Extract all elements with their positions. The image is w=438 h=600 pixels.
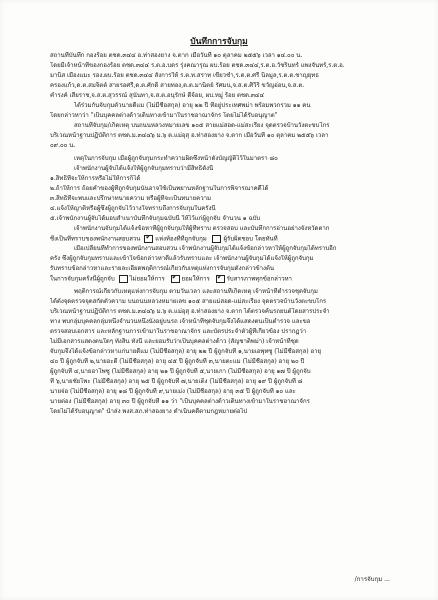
text-line: เหตุในการจับกุม เมื่อผู้ถูกจับกุมกระทำความผิดซึ่งหน้าดังบัญญัติไว้ในมาตรา ๘๐ [74,155,278,162]
text-line [50,275,400,284]
text-line: ตรวจสอบเอกสาร และหลักฐานการเข้ามาในราชอาณาจักร และบัตรประจำตัวผู้ที่เกี่ยวข้อง ปรากฏว่า [50,328,307,335]
text-line: เมื่อเปลี่ยนที่ทำการของพนักงานสอบสวน เจ้าพนักงานผู้จับกุมได้แจ้งข้อกล่าวหาให้ผู้ถูกจับกุมได้ทราบอีก [74,245,337,252]
checkbox-label: แห่งท้องที่ที่ถูกจับกุม [155,235,207,243]
text-line: เจ้าพนักงานจับกุมได้แจ้งข้อหาที่ผู้ถูกจับกุมให้ผู้ที่ทราบ ตรวจสอบ และบันทึกการอ่านอย่างจังหวัดตาก [74,225,330,232]
text-segment: ซึ่งเป็นที่ทราบของพนักงานสอบสวน [50,235,141,243]
text-line: ได้ตั้งจุดตรวจจุดสกัดตัวความ บนถนนหลวงหมายเลข ๑๐๕ สายแม่สอด-แม่สะเรียง จุดตรวจบ้านวังตะขบโกร [50,298,327,305]
text-line: ๓.สิทธิที่จะพบและปรึกษาทนายความ หรือผู้ที่จะเป็นทนายความ [50,195,211,202]
checkbox-checked [144,235,153,243]
text-line: โดยไม่ได้รับอนุญาต" นำส่ง พงส.สภ.ท่าสองยาง ดำเนินคดีตามกฎหมายต่อไป [50,408,248,415]
checkbox [212,235,221,243]
document-title: บันทึกการจับกุม [190,37,248,47]
text-line: ผู้ถูกจับที่ ๔,นายอาโพซู (ไม่มีชื่อสกุล) อายุ ๒๑ ปี ผู้ถูกจับที่ ๕,นายเกา (ไม่มีชื่อสกุล) อายุ ๑๗ ปี ผู้ถูกจับ [50,368,311,375]
page-continuation: /การจับกุม ... [354,576,390,583]
text-line: นายจ่อ (ไม่มีชื่อสกุล) อายุ ๑๘ ปี ผู้ถูกจับที่ ๙,นายเม่ง (ไม่มีชื่อสกุล) อายุ ๓๕ ปี ผู้ถูกจับที่ ๑๐ และ [50,388,296,395]
text-line: ครองแก้ว,ด.ต.สมจิตต์ สายรอศรี,ด.ต.ศักดิ์ สายทอง,ด.ต.มานิตย์ รัศมน,จ.ส.ต.ศิวิริ ขวัญอ่อน,จ.ส.ต. [50,82,305,89]
text-line: พฤติการณ์เกี่ยวกับเหตุแห่งการจับกุม ตามวันเวลา และสถานที่เกิดเหตุ เจ้าหน้าที่ตำรวจชุดจับกุม [74,288,318,295]
text-line: รับทราบข้อกล่าวหาและรายละเอียดพฤติการณ์เกี่ยวกับเหตุแห่งการจับกุมดังกล่าวข้างต้น [50,265,274,272]
text-line: สถานที่บันทึก กองร้อย ตชด.๓๔๔ อ.ท่าสองยาง จ.ตาก เมื่อวันที่ ๑๐ ตุลาคม ๒๕๕๖ เวลา ๑๔.๐๐ น. [50,52,303,59]
text-line: ๔.แจ้งให้ญาติหรือผู้ซึ่งผู้ถูกจับไว้วางใจทราบถึงการจับกุมในครั้งนี้ [50,205,216,212]
text-line: ครั้ง ซึ่งผู้ถูกจับกุมทราบและเข้าใจข้อกล่าวหาดีแล้วรับทราบและ เจ้าพนักงานผู้จับกุมได้แจ้งให้ผู้ถูกจับกุม [50,255,314,262]
text-line: โดยมีเจ้าหน้าที่ของกองร้อย ตชด.๓๔๔ ร.ต.อ.บดร รุ่งคณารุณ ผบ.ร้อย ตชด.๓๔๔,ร.ต.อ.วัชรินทร์ แพงจันทร์,ร.ต.อ. [50,62,345,69]
checkbox [119,275,128,283]
checkbox-checked [216,275,225,283]
text-line: ที่ ๖,นายชัยโพะ (ไม่มีชื่อสกุล) อายุ ๒๕ ปี ผู้ถูกจับที่ ๗,นายเต็ง (ไม่มีชื่อสกุล) อายุ ๑๙ ปี ผู้ถูกจับที่ ๘ [50,378,303,385]
text-line: ทาง พบกลุ่มบุคคลกลุ่มหนึ่งจำนวนหนึ่งนั่งอยู่บนรถ เจ้าหน้าที่ชุดจับกุมจึงได้แสดงตนเป็นตำรวจ และขอ [50,318,311,325]
checkbox-checked [171,275,180,283]
text-line: จับกุมจึงได้แจ้งข้อกล่าวหาแก่นายดีแม (ไม่มีชื่อสกุล) อายุ ๒๒ ปี ผู้ถูกจับที่ ๑,นายเอพุทซู (ไม่มีชื่อสกุล) อายุ [50,348,321,355]
text-line: ได้ร่วมกันจับกุมตัวนายดีแม (ไม่มีชื่อสกุล) อายุ ๒๒ ปี ที่อยู่ประเทศพม่า พร้อมพวกรวม ๑๑ คน [74,102,311,109]
text-line: นายต่อง (ไม่มีชื่อสกุล) อายุ ๓๐ ปี ผู้ถูกจับที่ ๑๑ ว่า "เป็นบุคคลต่างด้าวเดินทางเข้ามาในราชอาณาจักร [50,398,310,405]
text-line: มานิส เมืองแมะ รอง.ผบ.ร้อย ตชด.๓๔๔ สังการให้ ร.ต.ท.สราท เขียวชำ,ร.ต.ต.ศรี นิลมูล,ร.ต.ต.ชาญยุทธ [50,72,319,79]
text-line [50,235,400,244]
checkbox-label: รับสารภาพทุกข้อกล่าวหา [226,275,292,283]
checkbox-label: ผู้รับผิดชอบ โดยทันที [223,235,278,243]
text-line: สถานที่จับกุม/เกิดเหตุ บนถนนหลวงหมายเลข ๑๐๕ สายแม่สอด-แม่สะเรียง จุดตรวจบ้านวังตะขบโกร [74,122,330,129]
text-line: ๒.ถ้าให้การ ถ้อยคำของผู้ที่ถูกจับกุมนั้นอาจใช้เป็นพยานหลักฐานในการพิจารณาคดีได้ [50,185,269,192]
checkbox-label: ยอมให้การ [181,275,210,283]
text-line: ๑.สิทธิที่จะให้การหรือไม่ให้การก็ได้ [50,175,141,182]
text-line: โดยกล่าวหาว่า "เป็นบุคคลต่างด้าวเดินทางเข้ามาในราชอาณาจักร โดยไม่ได้รับอนุญาต" [50,112,278,119]
text-line: เจ้าพนักงานผู้จับได้แจ้งให้ผู้ถูกจับกุมทราบว่ามีสิทธิดังนี้ [74,165,214,172]
text-line: บริเวณหน้าฐานปฏิบัติการ ตชด.ม.๓๔๔๖ ม.๖ ต.แม่อุสุ อ.ท่าสองยาง จ.ตาก เมื่อวันที่ ๑๐ ตุลาคม ๒๕๕๖ เวลา [50,132,329,139]
text-line: ๕.เจ้าพนักงานผู้จับได้มอบสำเนาบันทึกจับกุมฉบับนี้ ให้ไว้แก่ผู้ถูกจับ จำนวน ๑ ฉบับ [50,215,261,222]
text-segment: ในการจับกุมครั้งนี้ผู้ถูกจับ [50,275,115,283]
text-line: บริเวณหน้าฐานปฏิบัติการ ตชด.ม.๓๔๔๖ ม.๖ ต.แม่อุสุ อ.ท่าสองยาง จ.ตาก ได้ตรวจค้นรถยนต์โดยสารประจำ [50,308,330,315]
checkbox-label: ไม่ยอมให้การ [129,275,165,283]
text-line: ๐๙.๐๐ น. [50,142,76,149]
text-line: คำรงค์ เสียราช,จ.ส.ต.สุวรรณ์ สุนันทา,จ.ส.ต.อนุรักษ์ ดีจ้อย, ผบ.หมู่ ร้อย ตชด.๓๔๔ [50,92,265,99]
text-line: ไม่มีเอกสารแสดงตนใดๆ ทั้งสิ้น ทั้งนี้ และยอมรับว่าเป็นบุคคลต่างด้าว (สัญชาติพม่า) เจ้าหน้าที่ชุด [50,338,299,345]
text-line: ๔๐ ปี ผู้ถูกจับที่ ๒,นายอะตี (ไม่มีชื่อสกุล) อายุ ๔๕ ปี ผู้ถูกจับที่ ๓,นายตะแม (ไม่มีชื่อสกุล) อายุ ๒๐ ปี [50,358,305,365]
